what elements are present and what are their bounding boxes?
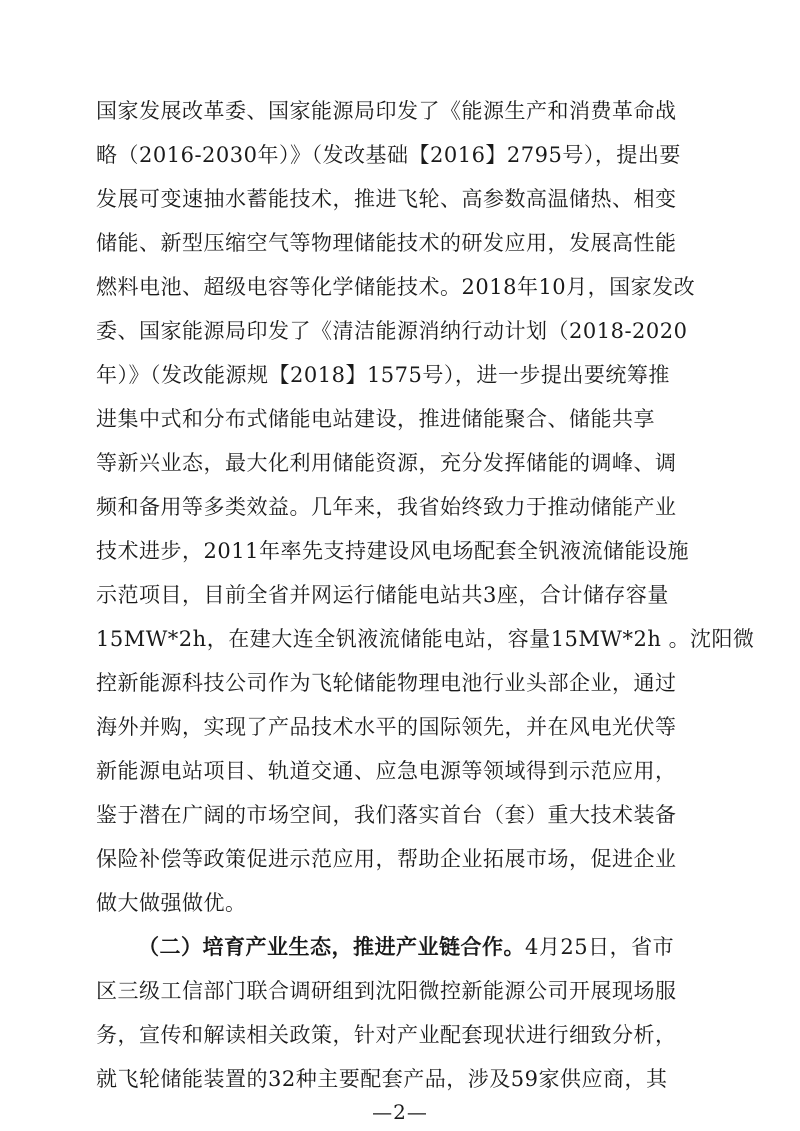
page-number: —2—	[372, 1100, 428, 1124]
paragraph-1-line-10: 频和备用等多类效益。几年来，我省始终致力于推动储能产业	[96, 495, 677, 519]
paragraph-1-line-4: 储能、新型压缩空气等物理储能技术的研发应用，发展高性能	[96, 231, 677, 255]
paragraph-1-line-19: 做大做强做优。	[96, 891, 247, 915]
paragraph-1-line-14: 控新能源科技公司作为飞轮储能物理电池行业头部企业，通过	[96, 671, 677, 695]
paragraph-1-line-12: 示范项目，目前全省并网运行储能电站共3座，合计储存容量	[96, 583, 669, 607]
paragraph-1-line-1: 国家发展改革委、国家能源局印发了《能源生产和消费革命战	[96, 99, 677, 123]
paragraph-1-line-5: 燃料电池、超级电容等化学储能技术。2018年10月，国家发改	[96, 275, 696, 299]
paragraph-1-line-3: 发展可变速抽水蓄能技术，推进飞轮、高参数高温储热、相变	[96, 187, 677, 211]
section-2-line-4: 就飞轮储能装置的32种主要配套产品，涉及59家供应商，其	[96, 1067, 668, 1091]
paragraph-1-line-15: 海外并购，实现了产品技术水平的国际领先，并在风电光伏等	[96, 715, 677, 739]
paragraph-1-line-8: 进集中式和分布式储能电站建设，推进储能聚合、储能共享	[96, 407, 655, 431]
paragraph-1-line-6: 委、国家能源局印发了《清洁能源消纳行动计划（2018-2020	[96, 319, 688, 343]
paragraph-1-line-2: 略（2016-2030年）》（发改基础【2016】2795号），提出要	[96, 143, 681, 167]
section-2-heading: （二）培育产业生态，推进产业链合作。	[138, 934, 525, 959]
paragraph-1-line-9: 等新兴业态，最大化利用储能资源，充分发挥储能的调峰、调	[96, 451, 677, 475]
paragraph-1-line-13: 15MW*2h，在建大连全钒液流储能电站，容量15MW*2h 。沈阳微	[96, 627, 755, 651]
paragraph-1-line-11: 技术进步，2011年率先支持建设风电场配套全钒液流储能设施	[96, 539, 689, 563]
section-2-first-line	[138, 932, 674, 962]
paragraph-1-line-16: 新能源电站项目、轨道交通、应急电源等领域得到示范应用，	[96, 759, 677, 783]
section-2-line-2: 区三级工信部门联合调研组到沈阳微控新能源公司开展现场服	[96, 979, 677, 1003]
section-2-line-3: 务，宣传和解读相关政策，针对产业配套现状进行细致分析，	[96, 1023, 677, 1047]
section-2-first-line-text: 4月25日，省市	[525, 935, 675, 959]
paragraph-1-line-18: 保险补偿等政策促进示范应用，帮助企业拓展市场，促进企业	[96, 847, 677, 871]
paragraph-1-line-7: 年）》（发改能源规【2018】1575号），进一步提出要统筹推	[96, 363, 670, 387]
paragraph-1-line-17: 鉴于潜在广阔的市场空间，我们落实首台（套）重大技术装备	[96, 803, 677, 827]
